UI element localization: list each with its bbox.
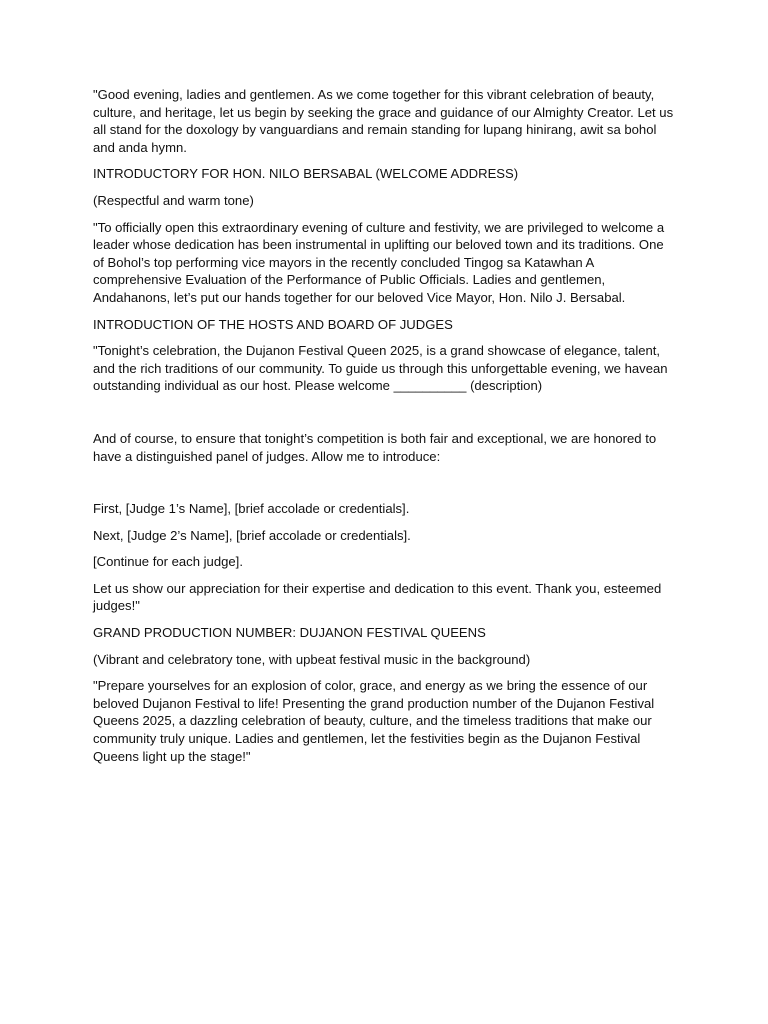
grand-production-paragraph: "Prepare yourselves for an explosion of color, grace, and energy as we bring the essence of our beloved Dujanon Festival to life! Presenting the grand production number of the Dujanon Festival Queens 2025, a dazzling celebration of beauty, culture, and the timeless traditions that make our community truly unique. Ladies and gentlemen, let the festivities begin as the Dujanon Festival Queens light up the stage!" [93,678,655,764]
opening-paragraph: "Good evening, ladies and gentlemen. As we come together for this vibrant celebration of beauty, culture, and heritage, let us begin by seeking the grace and guidance of our Almighty Creator. Let us all stand for the doxology by vanguardians and remain standing for lupang hinirang, awit sa bohol and anda hymn. [93,87,674,155]
judge-1-line: First, [Judge 1’s Name], [brief accolade or credentials]. [93,501,410,517]
tone-note-welcome: (Respectful and warm tone) [93,192,254,208]
tone-note-production: (Vibrant and celebratory tone, with upbeat festival music in the background) [93,651,531,667]
section-heading-hosts-judges: INTRODUCTION OF THE HOSTS AND BOARD OF JUDGES [93,316,453,332]
host-intro-paragraph: "Tonight’s celebration, the Dujanon Festival Queen 2025, is a grand showcase of elegance, talent, and the rich traditions of our community. To guide us through this unforgettable evening, we havean outstanding individual as our host. Please welcome __________ (description) [93,343,668,394]
document-page [93,86,678,774]
section-heading-welcome-address: INTRODUCTORY FOR HON. NILO BERSABAL (WELCOME ADDRESS) [93,166,519,182]
judges-closing-paragraph: Let us show our appreciation for their expertise and dedication to this event. Thank you, esteemed judges!" [93,580,662,614]
continue-judges-line: [Continue for each judge]. [93,554,243,570]
judges-intro-paragraph: And of course, to ensure that tonight’s competition is both fair and exceptional, we are honored to have a distinguished panel of judges. Allow me to introduce: [93,430,657,464]
judge-2-line: Next, [Judge 2’s Name], [brief accolade or credentials]. [93,527,411,543]
section-heading-grand-production: GRAND PRODUCTION NUMBER: DUJANON FESTIVAL QUEENS [93,625,486,641]
welcome-address-paragraph: "To officially open this extraordinary evening of culture and festivity, we are privileged to welcome a leader whose dedication has been instrumental in uplifting our beloved town and its traditions. One of Bohol’s top performing vice mayors in the recently concluded Tingog sa Katawhan A comprehensive Evaluation of the Performance of Public Officials. Ladies and gentlemen, Andahanons, let’s put our hands together for our beloved Vice Mayor, Hon. Nilo J. Bersabal. [93,219,665,305]
